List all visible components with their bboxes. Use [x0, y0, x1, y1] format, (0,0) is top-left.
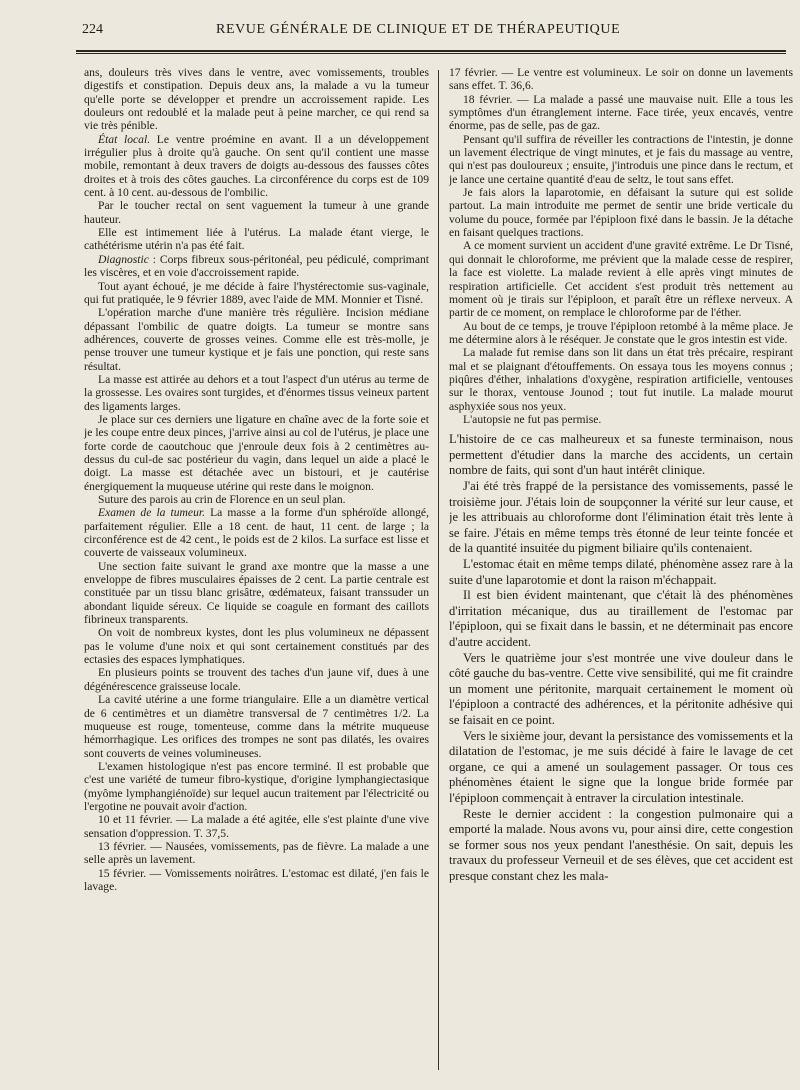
paragraph-text: Au bout de ce temps, je trouve l'épiploon retombé à la même place. Je me détermine alors à le réséquer. Je constate que le gros intestin est vide.	[449, 319, 793, 346]
paragraph-text: La masse a la forme d'un sphéroïde allongé, parfaitement régulier. Elle a 18 cent. de haut, 11 cent. de large ; la circonférence est de 42 cent., le poids est de 2 kilos. La surface est lisse et couverte de vaisseaux volumineux.	[84, 506, 429, 560]
paragraph-text: J'ai été très frappé de la persistance des vomissements, passé le troisième jour. J'étais loin de soupçonner la vérité sur leur cause, et je les attribuais au chloroforme dont l'élimination était très lente à se faire. J'étais en même temps très étonné de leur teinte foncée et de la quantité insuitée du pigment biliaire qu'ils contenaient.	[449, 479, 793, 556]
paragraph-text: L'estomac était en même temps dilaté, phénomène assez rare à la suite d'une laparotomie et dont la raison m'échappait.	[449, 557, 793, 587]
paragraph	[449, 432, 793, 479]
header-rule	[76, 50, 786, 54]
paragraph-text: Suture des parois au crin de Florence en un seul plan.	[98, 493, 346, 506]
paragraph-text: Vers le quatrième jour s'est montrée une vive douleur dans le côté gauche du bas-ventre. Cette vive sensibilité, qui me fit craindre un moment une péritonite, marquait certainement le moment où l'épiploon a contracté des adhérences, et la péritonite adhésive qui se faisait en ce point.	[449, 650, 793, 727]
paragraph-text: Par le toucher rectal on sent vaguement la tumeur à une grande hauteur.	[84, 199, 429, 226]
paragraph	[449, 239, 793, 319]
paragraph	[449, 413, 793, 426]
paragraph-text: Je fais alors la laparotomie, en défaisant la suture qui est solide partout. La main introduite me permet de sentir une bride verticale du volume du pouce, formée par l'épiploon fixé dans le bassin. Je la détache en faisant quelques tractions.	[449, 186, 793, 240]
paragraph	[84, 280, 429, 307]
paragraph-text: La cavité utérine a une forme triangulaire. Elle a un diamètre vertical de 6 centimètres et un diamètre transversal de 7 centimètres 1/2. La muqueuse est rouge, tomenteuse, comme dans la métrite muqueuse hémorrhagique. Les orifices des trompes ne sont pas dilatés, les ovaires sont couverts de veines volumineuses.	[84, 693, 429, 760]
paragraph	[449, 651, 793, 729]
paragraph-text: : Corps fibreux sous-péritonéal, peu pédiculé, comprimant les viscères, et en voie d'accroissement rapide.	[84, 252, 429, 280]
paragraph-text: On voit de nombreux kystes, dont les plus volumineux ne dépassent pas le volume d'une noix et qui sont certainement constitués par des ectasies des espaces lymphatiques.	[84, 626, 429, 667]
paragraph	[449, 729, 793, 807]
paragraph	[449, 557, 793, 588]
paragraph	[84, 306, 429, 373]
paragraph	[84, 867, 429, 894]
paragraph-text: A ce moment survient un accident d'une gravité extrême. Le Dr Tisné, qui donnait le chloroforme, me prévient que la malade cesse de respirer, la face est violette. La malade revient à elle après vingt minutes de respiration artificielle. Cet accident s'est produit très nettement au moment où je tirais sur l'épiploon, et paraît être un réflexe nerveux. A partir de ce moment, on remplace le chloroforme par de l'éther.	[449, 239, 793, 320]
paragraph	[84, 66, 429, 133]
paragraph-text: L'opération marche d'une manière très régulière. Incision médiane dépassant l'ombilic de quatre doigts. La tumeur se montre sans adhérences, couverte de grosses veines. Comme elle est très-molle, je pense trouver une tumeur kystique et je fais une ponction, qui reste sans résultat.	[84, 306, 429, 373]
paragraph-text: Pensant qu'il suffira de réveiller les contractions de l'intestin, je donne un lavement électrique de vingt minutes, et je fais du massage au ventre, qui n'est pas douloureux ; ensuite, j'introduis une pince dans le rectum, et je lance une certaine quantité d'eau de seltz, le tout sans effet.	[449, 132, 793, 186]
paragraph	[84, 253, 429, 280]
paragraph-text: 17 février. — Le ventre est volumineux. Le soir on donne un lavements sans effet. T. 36,6.	[449, 66, 793, 93]
paragraph-text: Une section faite suivant le grand axe montre que la masse a une enveloppe de fibres musculaires épaisses de 2 cent. La partie centrale est constituée par un tissu blanc grisâtre, œdémateux, faisant transsuder un abondant liquide séreux. Ce liquide se coagule en formant des caillots fibrineux transparents.	[84, 559, 429, 627]
paragraph	[84, 560, 429, 627]
paragraph-text: Le ventre proémine en avant. Il a un développement irrégulier plus à droite qu'à gauche. On sent qu'il contient une masse mobile, remontant à deux travers de doigts au-dessous des fausses côtes droites et à trois des côtes gauches. La circonférence du corps est de 109 cent. à 10 cent. au-dessous de l'ombilic.	[84, 132, 429, 200]
paragraph-text: 10 et 11 février. — La malade a été agitée, elle s'est plainte d'une vive sensation d'oppression. T. 37,5.	[84, 813, 429, 840]
paragraph	[84, 133, 429, 200]
paragraph-lead: Diagnostic	[98, 252, 149, 266]
running-title: REVUE GÉNÉRALE DE CLINIQUE ET DE THÉRAPEUTIQUE	[216, 22, 621, 37]
paragraph	[84, 813, 429, 840]
page-number: 224	[82, 22, 103, 37]
paragraph-text: Vers le sixième jour, devant la persistance des vomissements et la dilatation de l'estomac, je me suis décidé à faire le lavage de cet organe, ce qui a amené un soulagement passager. Or tous ces phénomènes étaient le signe que la longue bride formée par l'épiploon commençait à entraver la circulation intestinale.	[449, 728, 793, 805]
paragraph-text: ans, douleurs très vives dans le ventre, avec vomissements, troubles digestifs et constipation. Depuis deux ans, la malade a vu la tumeur qu'elle porte se développer et prendre un accroissement rapide. Les douleurs ont redoublé et la malade peut à peine marcher, ce qui rend sa vie très pénible.	[84, 66, 429, 133]
paragraph-text: Il est bien évident maintenant, que c'était là des phénomènes d'irritation mécanique, dus au tiraillement de l'estomac par l'épiploon, qui se fixait dans le bassin, et ne déterminait pas encore d'autre accident.	[449, 588, 793, 649]
right-column	[449, 66, 793, 1076]
paragraph-text: Tout ayant échoué, je me décide à faire l'hystérectomie sus-vaginale, qui fut pratiquée, le 9 février 1889, avec l'aide de MM. Monnier et Tisné.	[84, 279, 429, 306]
page-header	[66, 12, 786, 52]
paragraph-text: Je place sur ces derniers une ligature en chaîne avec de la forte soie et je les coupe entre deux pinces, j'arrive ainsi au col de l'utérus, je place une forte corde de caoutchouc que j'enroule deux fois à 2 centimètres au-dessus du cul-de sac postérieur du vagin, dans lequel un aide a placé le doigt. La masse est détachée avec un bistouri, et je cautérise énergiquement la muqueuse utérine qui reste dans le moignon.	[84, 412, 429, 493]
paragraph	[84, 199, 429, 226]
paragraph	[84, 693, 429, 760]
paragraph-text: La masse est attirée au dehors et a tout l'aspect d'un utérus au terme de la grossesse. Les ovaires sont turgides, et d'énormes tissus veineux partent des ligaments larges.	[84, 372, 429, 413]
paragraph-text: 15 février. — Vomissements noirâtres. L'estomac est dilaté, j'en fais le lavage.	[84, 866, 429, 893]
paragraph	[84, 373, 429, 413]
paragraph	[84, 413, 429, 493]
paragraph	[449, 346, 793, 413]
paragraph-text: En plusieurs points se trouvent des taches d'un jaune vif, dues à une dégénérescence graisseuse locale.	[84, 666, 429, 693]
paragraph	[449, 93, 793, 133]
paragraph-text: La malade fut remise dans son lit dans un état très précaire, respirant mal et se plaignant d'étouffements. On essaya tous les moyens connus ; piqûres d'éther, inhalations d'oxygène, respiration artificielle, ventouses sur le thorax, ventouse Jounod ; tout fut inutile. La malade mourut asphyxiée sous nos yeux.	[449, 346, 793, 413]
paragraph	[84, 760, 429, 813]
paragraph-text: L'histoire de ce cas malheureux et sa funeste terminaison, nous permettent d'étudier dans la marche des accidents, un certain nombre de faits, qui sont d'un haut intérêt clinique.	[449, 432, 793, 478]
left-column	[84, 66, 429, 1076]
paragraph	[84, 666, 429, 693]
paragraph	[84, 226, 429, 253]
paragraph-text: Elle est intimement liée à l'utérus. La malade étant vierge, le cathétérisme utérin n'a pas été fait.	[84, 226, 429, 253]
paragraph	[449, 479, 793, 557]
paragraph-text: L'examen histologique n'est pas encore terminé. Il est probable que c'est une variété de tumeur fibro-kystique, d'origine lymphangiectasique (myôme lymphangiénoïde) sur lequel aucun traitement par l'électricité ou l'ergotine ne pouvait avoir d'action.	[84, 759, 429, 813]
paragraph-lead: État local.	[98, 132, 151, 146]
paragraph-lead: Examen de la tumeur.	[98, 506, 205, 520]
column-divider	[438, 70, 439, 1070]
paragraph	[84, 493, 429, 506]
paragraph	[449, 66, 793, 93]
paragraph-text: 18 février. — La malade a passé une mauvaise nuit. Elle a tous les symptômes d'un étranglement interne. Face tirée, yeux encavés, ventre énorme, pas de selle, pas de gaz.	[449, 92, 793, 133]
paragraph	[449, 186, 793, 239]
paragraph	[449, 320, 793, 347]
paragraph	[84, 626, 429, 666]
paragraph	[84, 506, 429, 559]
paragraph	[449, 807, 793, 885]
paragraph	[449, 588, 793, 650]
paragraph-text: 13 février. — Nausées, vomissements, pas de fièvre. La malade a une selle après un lavement.	[84, 839, 429, 867]
paragraph	[84, 840, 429, 867]
paragraph-text: Reste le dernier accident : la congestion pulmonaire qui a emporté la malade. Nous avons vu, pour ainsi dire, cette congestion se former sous nos yeux pendant l'anesthésie. On sait, depuis les travaux du professeur Verneuil et de ses élèves, que cet accident est presque constant chez les mala-	[449, 806, 793, 883]
paragraph-text: L'autopsie ne fut pas permise.	[463, 412, 602, 426]
paragraph	[449, 133, 793, 186]
